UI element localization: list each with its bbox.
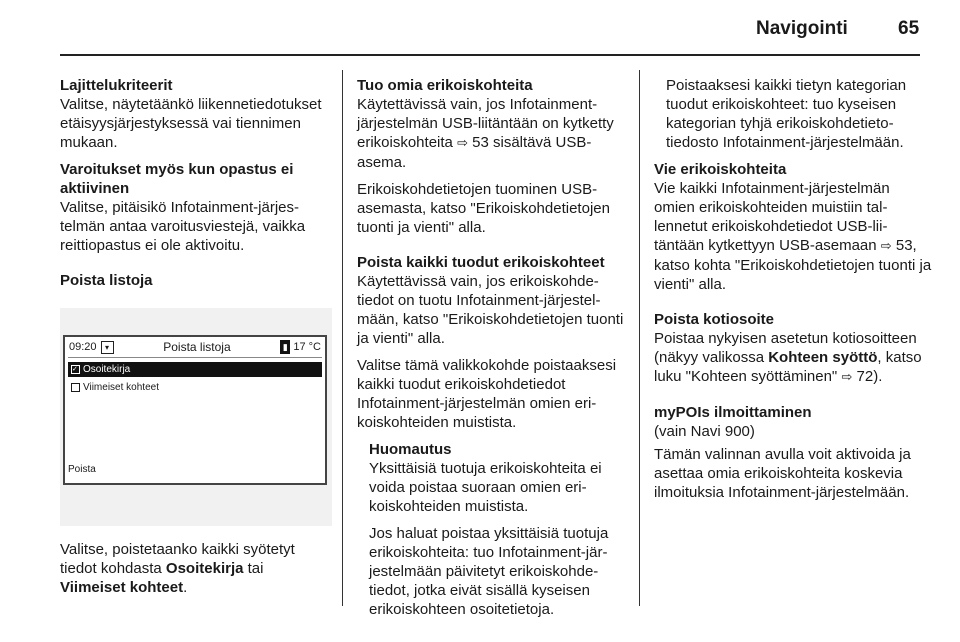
sorting-text: Valitse, näytetäänkö liikennetiedotukset etäisyysjärjestyksessä vai tiennimen mukaan. — [60, 96, 322, 151]
heading-import-pois: Tuo omia erikoiskohteita — [357, 77, 533, 94]
note-text-2: Jos haluat poistaa yksittäisiä tuotuja erikoiskohteita: tuo Infotainment-järjestelmään päivitetyt erikoiskohdetiedot, jotka eivät sisällä kyseisen erikoiskohteen osoitetietoja. — [369, 525, 609, 618]
screen-status-bar — [65, 337, 325, 357]
text-run: tai — [243, 560, 264, 577]
note-title: Huomautus — [369, 441, 452, 458]
note-paragraph-1 — [369, 440, 629, 516]
mypois-availability: (vain Navi 900) — [654, 423, 755, 440]
text-run: Käytettävissä vain, jos Infotainment-järjestelmän USB-liitäntään on kytketty erikoiskohteita — [357, 96, 614, 151]
paragraph-delete-imported — [357, 253, 629, 348]
screen-temperature: 17 °C — [293, 340, 321, 353]
text-run: Valitse, poistetaanko kaikki syötetyt tiedot kohdasta — [60, 541, 295, 577]
import-pois-text-2: Erikoiskohdetietojen tuominen USB-asemasta, katso "Erikoiskohdetietojen tuonti ja vienti" alla. — [357, 181, 610, 236]
page-number: 65 — [898, 18, 920, 39]
paragraph-delete-lists — [60, 540, 332, 597]
menu-item-address-book[interactable] — [68, 362, 322, 377]
term-recent-destinations: Viimeiset kohteet — [60, 579, 184, 596]
text-run: . — [183, 579, 188, 596]
heading-warnings: Varoitukset myös kun opastus ei aktiivinen — [60, 161, 294, 197]
menu-item-label: Osoitekirja — [83, 364, 131, 375]
column-divider-2 — [639, 70, 640, 606]
infotainment-screen — [63, 335, 327, 485]
paragraph-mypois — [654, 403, 932, 441]
checkbox-checked-icon: ✓ — [71, 365, 80, 374]
text-run: Vie kaikki Infotainment-järjestelmän omien erikoiskohteiden muistiin tallennetut erikoiskohdetiedot USB-liitäntään kytkettyyn USB-asemaan — [654, 180, 890, 254]
term-destination-entry: Kohteen syöttö — [768, 349, 878, 366]
thermometer-icon: ▮ — [280, 340, 290, 354]
checkbox-icon — [71, 383, 80, 392]
menu-item-label: Viimeiset kohteet — [83, 382, 159, 393]
column-2 — [357, 76, 629, 627]
heading-export-pois: Vie erikoiskohteita — [654, 161, 787, 178]
page-reference-arrow-icon: ⇨ — [880, 239, 892, 254]
column-divider-1 — [342, 70, 343, 606]
screen-title: Poista listoja — [163, 339, 231, 354]
heading-delete-lists: Poista listoja — [60, 272, 153, 289]
delete-imported-text-2: Valitse tämä valikkokohde poistaaksesi kaikki tuodut erikoiskohdetiedot Infotainment-järjestelmän omien erikoiskohteiden muistista. — [357, 357, 617, 431]
screen-time: 09:20 — [69, 340, 97, 353]
screen-rule — [68, 357, 322, 358]
paragraph-import-pois — [357, 76, 629, 172]
text-run: , katso luku "Kohteen syöttäminen" — [654, 349, 922, 385]
header-rule — [60, 54, 920, 56]
paragraph-sorting — [60, 76, 332, 152]
term-address-book: Osoitekirja — [165, 560, 244, 577]
menu-item-recent-destinations[interactable] — [68, 380, 322, 395]
note-box — [369, 440, 629, 619]
heading-sorting: Lajittelukriteerit — [60, 77, 173, 94]
warnings-text: Valitse, pitäisikö Infotainment-järjestelmän antaa varoitusviestejä, vaikka reittiopastus ei ole aktivoitu. — [60, 199, 306, 254]
heading-mypois: myPOIs ilmoittaminen — [654, 404, 812, 421]
nav-icon: ▾ — [101, 341, 114, 354]
screen-delete-softkey[interactable]: Poista — [68, 464, 96, 475]
screen-illustration — [60, 308, 332, 526]
page-reference-arrow-icon: ⇨ — [457, 136, 468, 151]
column-3 — [654, 76, 932, 510]
heading-delete-home: Poista kotiosoite — [654, 311, 775, 328]
column-1 — [60, 76, 332, 605]
text-run: Poistaa nykyisen asetetun kotiosoitteen (näkyy valikossa — [654, 330, 917, 366]
paragraph-export-pois — [654, 160, 932, 294]
text-run: 53 sisältävä USB-asema. — [357, 134, 592, 171]
text-run: 72). — [852, 368, 883, 385]
mypois-text: Tämän valinnan avulla voit aktivoida ja asettaa omia erikoiskohteita koskevia ilmoituksia Infotainment-järjestelmään. — [654, 446, 911, 501]
delete-imported-text: Käytettävissä vain, jos erikoiskohdetiedot on tuotu Infotainment-järjestelmään, katso "Erikoiskohdetietojen tuonti ja vienti" alla. — [357, 273, 624, 347]
paragraph-delete-home — [654, 310, 932, 387]
text-run: 53, katso kohta "Erikoiskohdetietojen tuonti ja vienti" alla. — [654, 237, 932, 293]
page-reference-arrow-icon: ⇨ — [841, 370, 853, 385]
note-continuation: Poistaaksesi kaikki tietyn kategorian tuodut erikoiskohteet: tuo kyseisen kategorian tyhjä erikoiskohdetietotiedosto Infotainment-järjestelmään. — [666, 77, 907, 151]
note-text-1: Yksittäisiä tuotuja erikoiskohteita ei voida poistaa suoraan omien erikoiskohteiden muistista. — [369, 460, 602, 515]
section-title: Navigointi — [756, 18, 848, 39]
paragraph-warnings — [60, 160, 332, 255]
heading-delete-imported: Poista kaikki tuodut erikoiskohteet — [357, 254, 605, 271]
